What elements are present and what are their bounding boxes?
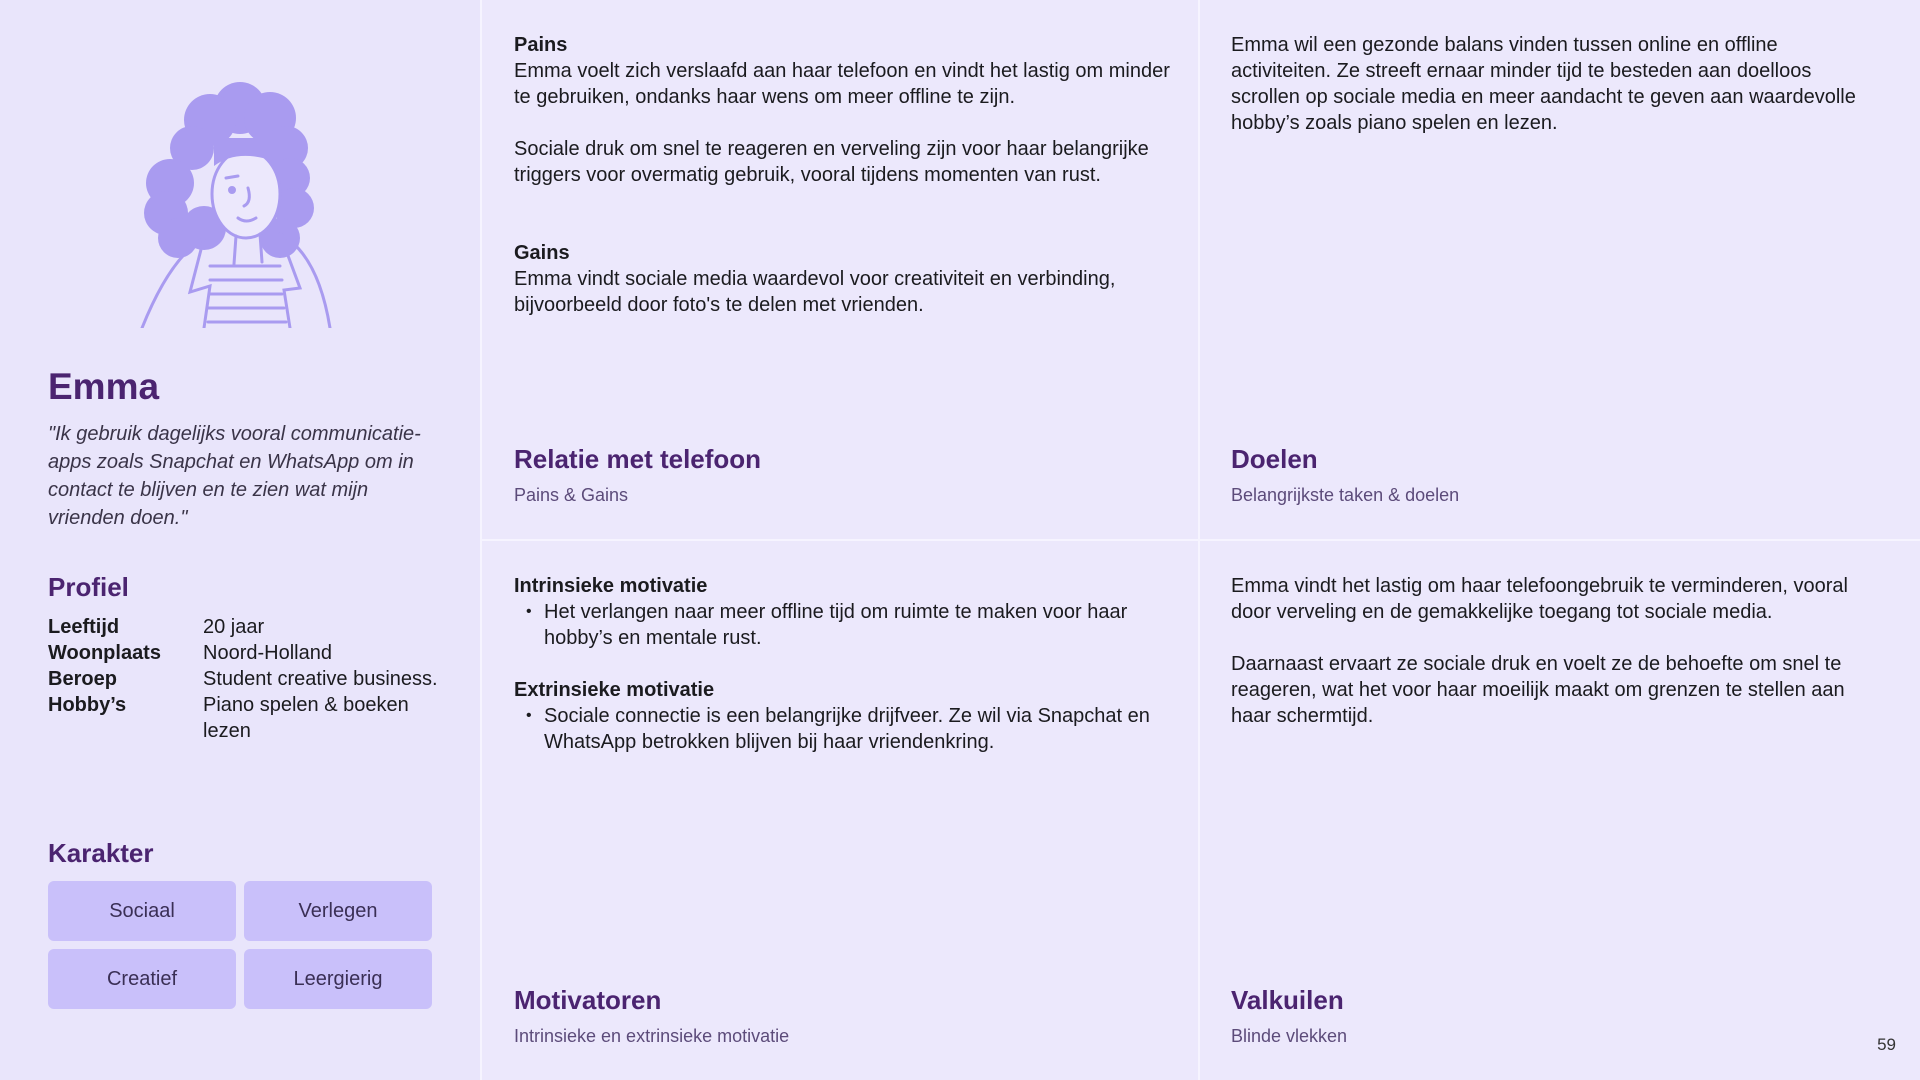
row-divider [481, 539, 1920, 541]
relation-title: Relatie met telefoon [514, 444, 762, 474]
persona-quote: "Ik gebruik dagelijks vooral communicatie-apps zoals Snapchat en WhatsApp om in contact te blijven en te zien wat mijn vrienden doen." [48, 423, 421, 529]
relation-subtitle: Pains & Gains [514, 485, 629, 505]
goals-title: Doelen [1231, 444, 1318, 474]
motivators-subtitle: Intrinsieke en extrinsieke motivatie [514, 1026, 790, 1046]
trait-chip: Creatief [48, 949, 236, 1009]
profile-value: 20 jaar [203, 616, 265, 638]
profile-row [48, 614, 448, 640]
trait-chip: Sociaal [48, 881, 236, 941]
motivators-title: Motivatoren [514, 985, 662, 1015]
profile-label: Woonplaats [48, 642, 161, 664]
profile-value: Noord-Holland [203, 642, 332, 664]
list-item: • Het verlangen naar meer offline tijd om ruimte te maken voor haar hobby’s en mentale rust. [544, 599, 1174, 651]
pitfalls-panel-text [1231, 573, 1881, 729]
gains-heading: Gains [514, 242, 570, 264]
profile-row [48, 640, 448, 666]
trait-chip: Verlegen [244, 881, 432, 941]
profile-row [48, 666, 448, 692]
pains-paragraph: Emma voelt zich verslaafd aan haar telefoon en vindt het lastig om minder te gebruiken, ondanks haar wens om meer offline te zijn. [514, 60, 1170, 108]
pains-heading: Pains [514, 34, 568, 56]
profile-row [48, 692, 448, 744]
extrinsic-heading: Extrinsieke motivatie [514, 679, 715, 701]
page-number: 59 [1877, 1035, 1896, 1054]
character-traits [48, 881, 432, 1009]
profile-value: Student creative business. [203, 668, 438, 690]
character-title: Karakter [48, 838, 154, 868]
pitfalls-title: Valkuilen [1231, 985, 1344, 1015]
intrinsic-list [514, 599, 1174, 651]
pitfalls-subtitle: Blinde vlekken [1231, 1026, 1348, 1046]
intrinsic-heading: Intrinsieke motivatie [514, 575, 708, 597]
trait-chip: Leergierig [244, 949, 432, 1009]
goals-panel-text [1231, 32, 1871, 136]
profile-title: Profiel [48, 572, 129, 602]
relation-panel-text [514, 32, 1174, 318]
profile-label: Leeftijd [48, 616, 120, 638]
goals-subtitle: Belangrijkste taken & doelen [1231, 485, 1460, 505]
motivators-panel-text [514, 573, 1174, 755]
extrinsic-list [514, 703, 1174, 755]
persona-avatar [130, 78, 350, 328]
profile-label: Hobby’s [48, 694, 127, 716]
gains-paragraph: Emma vindt sociale media waardevol voor creativiteit en verbinding, bijvoorbeeld door foto's te delen met vrienden. [514, 268, 1116, 316]
profile-table [48, 614, 448, 744]
pitfalls-paragraph: Daarnaast ervaart ze sociale druk en voelt ze de behoefte om snel te reageren, wat het voor haar moeilijk maakt om grenzen te stellen aan haar schermtijd. [1231, 653, 1845, 727]
list-item: • Sociale connectie is een belangrijke drijfveer. Ze wil via Snapchat en WhatsApp betrokken blijven bij haar vriendenkring. [544, 703, 1174, 755]
profile-label: Beroep [48, 668, 117, 690]
pains-paragraph: Sociale druk om snel te reageren en verveling zijn voor haar belangrijke triggers voor overmatig gebruik, vooral tijdens momenten van rust. [514, 138, 1149, 186]
persona-name: Emma [48, 366, 160, 407]
profile-value: Piano spelen & boeken lezen [203, 694, 409, 742]
goals-paragraph: Emma wil een gezonde balans vinden tussen online en offline activiteiten. Ze streeft ernaar minder tijd te besteden aan doelloos scrollen op sociale media en meer aandacht te geven aan waardevolle hobby’s zoals piano spelen en lezen. [1231, 34, 1856, 134]
pitfalls-paragraph: Emma vindt het lastig om haar telefoongebruik te verminderen, vooral door verveling en de gemakkelijke toegang tot sociale media. [1231, 575, 1848, 623]
